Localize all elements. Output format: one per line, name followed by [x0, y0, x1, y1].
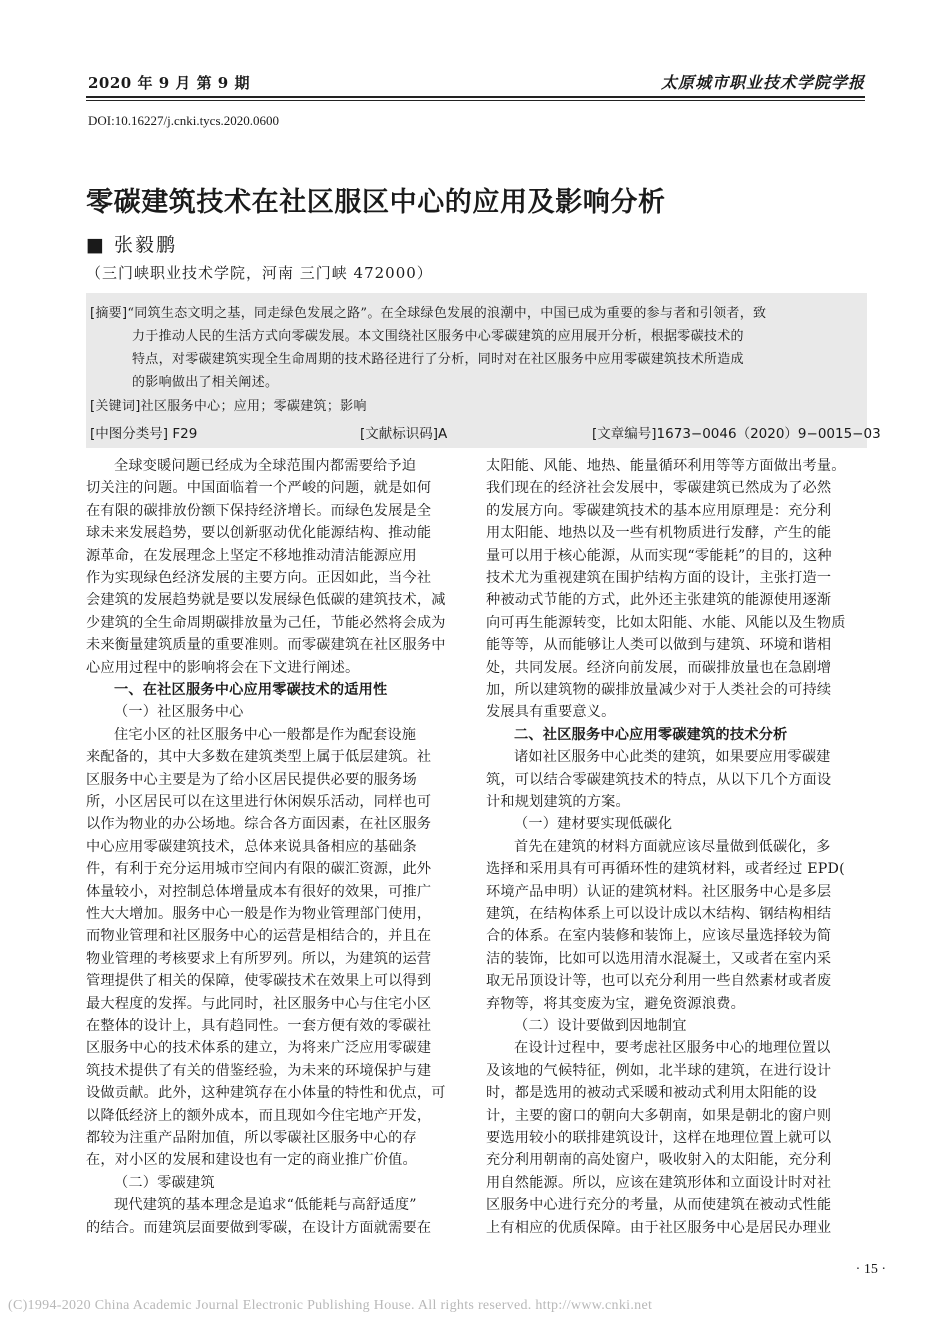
text-line: 发展具有重要意义。	[486, 704, 616, 721]
text-line: 环境产品申明）认证的建筑材料。社区服务中心是多层	[486, 883, 832, 900]
journal-name: 太原城市职业技术学院学报	[660, 73, 865, 92]
abstract-line: 力于推动人民的生活方式向零碳发展。本文围绕社区服务中心零碳建筑的应用展开分析，根据零碳技术的	[132, 329, 744, 344]
subsection-heading: （一）社区服务中心	[114, 704, 244, 721]
text-line: 计和规划建筑的方案。	[486, 794, 630, 810]
text-line: 诸如社区服务中心此类的建筑，如果要应用零碳建	[514, 749, 831, 766]
header-rule-thin	[86, 100, 865, 101]
text-line: 计，主要的窗口的朝向大多朝南，如果是朝北的窗户则	[486, 1107, 832, 1124]
clc-number: [中图分类号] F29	[90, 426, 198, 442]
text-line: 在整体的设计上，具有趋同性。一套方便有效的零碳社	[86, 1018, 432, 1034]
article-number: [文章编号]1673−0046（2020）9−0015−03	[592, 426, 881, 442]
text-line: 件，有利于充分运用城市空间内有限的碳汇资源，此外	[86, 861, 432, 878]
text-line: 洁的装饰，比如可以选用清水混凝土，又或者在室内采	[486, 950, 832, 967]
text-line: 筑，可以结合零碳建筑技术的特点，从以下几个方面设	[486, 771, 832, 788]
text-line: 少建筑的全生命周期碳排放量为己任，节能必然将会成为	[86, 614, 446, 631]
text-line: 作为实现绿色经济发展的主要方向。正因如此，当今社	[86, 570, 432, 586]
text-line: 切关注的问题。中国面临着一个严峻的问题，就是如何	[86, 480, 432, 497]
abstract-label: [摘要]	[90, 306, 128, 321]
text-line: 来配备的，其中大多数在建筑类型上属于低层建筑。社	[86, 749, 432, 766]
text-line: 弃物等，将其变废为宝，避免资源浪费。	[486, 995, 745, 1012]
text-line: 区服务中心的技术体系的建立，为将来广泛应用零碳建	[86, 1040, 432, 1057]
text-line: 取无吊顶设计等，也可以充分利用一些自然素材或者废	[486, 973, 832, 990]
text-line: 的结合。而建筑层面要做到零碳，在设计方面就需要在	[86, 1219, 432, 1236]
text-line: 体量较小，对控制总体增量成本有很好的效果，可推广	[86, 883, 432, 900]
text-line: 处，共同发展。经济向前发展，而碳排放量也在急剧增	[486, 659, 832, 676]
doi: DOI:10.16227/j.cnki.tycs.2020.0600	[88, 113, 280, 128]
text-line: 种被动式节能的方式，此外还主张建筑的能源使用逐渐	[486, 592, 832, 609]
text-line: 我们现在的经济社会发展中，零碳建筑已然成为了必然	[486, 480, 832, 497]
text-line: 能等等，从而能够让人类可以做到与建筑、环境和谐相	[486, 637, 832, 654]
subsection-heading: （二）零碳建筑	[114, 1174, 215, 1191]
document-code: [文献标识码]A	[360, 426, 448, 442]
section-heading: 二、社区服务中心应用零碳建筑的技术分析	[514, 726, 788, 743]
text-line: 充分利用朝南的高处窗户，吸收射入的太阳能，充分利	[486, 1152, 832, 1169]
text-line: 上有相应的优质保障。由于社区服务中心是居民办理业	[486, 1219, 832, 1236]
text-line: 现代建筑的基本理念是追求“低能耗与高舒适度”	[114, 1197, 417, 1214]
text-line: 以作为物业的办公场地。综合各方面因素，在社区服务	[86, 816, 432, 833]
keywords: 社区服务中心；应用；零碳建筑；影响	[140, 399, 367, 414]
text-line: 太阳能、风能、地热、能量循环利用等等方面做出考量。	[486, 458, 846, 474]
header-rule-thick	[86, 96, 865, 98]
author: ■ 张毅鹏	[86, 234, 177, 256]
abstract-line: [摘要]“同筑生态文明之基，同走绿色发展之路”。在全球绿色发展的浪潮中，中国已成为重要的参与者和引领者，致	[90, 306, 767, 321]
keywords-line	[90, 395, 367, 414]
text-line: 的发展方向。零碳建筑技术的基本应用原理是：充分利	[486, 502, 832, 519]
text-line: 向可再生能源转变，比如太阳能、水能、风能以及生物质	[486, 614, 846, 631]
text-line: 及该地的气候特征，例如，北半球的建筑，在进行设计	[486, 1062, 832, 1079]
text-line: 建筑，在结构体系上可以设计成以木结构、钢结构相结	[486, 906, 832, 922]
text-line: 都较为注重产品附加值，所以零碳社区服务中心的存	[86, 1130, 417, 1146]
text-line: 在有限的碳排放份额下保持经济增长。而绿色发展是全	[86, 502, 432, 519]
text-line: 筑技术提供了有关的借鉴经验，为未来的环境保护与建	[86, 1062, 432, 1079]
text-line: 合的体系。在室内装修和装饰上，应该尽量选择较为简	[486, 928, 832, 945]
text-line: 区服务中心进行充分的考量，从而使建筑在被动式性能	[486, 1197, 832, 1214]
text-line: 用太阳能、地热以及一些有机物质进行发酵，产生的能	[486, 525, 832, 542]
text-line: 中心应用零碳建筑技术，总体来说具备相应的基础条	[86, 838, 417, 855]
abstract-line: 的影响做出了相关阐述。	[132, 375, 279, 390]
section-heading: 一、在社区服务中心应用零碳技术的适用性	[114, 682, 388, 698]
text-line: 时，都是选用的被动式采暖和被动式利用太阳能的设	[486, 1085, 817, 1102]
text-line: 而物业管理和社区服务中心的运营是相结合的，并且在	[86, 928, 432, 945]
text-line: 选择和采用具有可再循环性的建筑材料，或者经过 EPD(	[486, 861, 845, 878]
text-line: 全球变暖问题已经成为全球范围内都需要给予迫	[114, 458, 417, 474]
text-line: 技术尤为重视建筑在围护结构方面的设计，主张打造一	[486, 570, 832, 586]
text-line: 管理提供了相关的保障，使零碳技术在效果上可以得到	[86, 973, 432, 990]
subsection-heading: （二）设计要做到因地制宜	[514, 1018, 687, 1034]
text-line: 心应用过程中的影响将会在下文进行阐述。	[86, 659, 360, 676]
subsection-heading: （一）建材要实现低碳化	[514, 816, 673, 833]
text-line: 加，所以建筑物的碳排放量减少对于人类社会的可持续	[486, 682, 832, 698]
text-line: 所，小区居民可以在这里进行休闲娱乐活动，同样也可	[86, 794, 432, 810]
text-line: 住宅小区的社区服务中心一般都是作为配套设施	[114, 726, 417, 743]
text-line: 球未来发展趋势，要以创新驱动优化能源结构、推动能	[86, 525, 432, 542]
keywords-label: [关键词]	[90, 399, 141, 414]
text-line: 量可以用于核心能源，从而实现“零能耗”的目的，这种	[486, 547, 832, 564]
text-line: 未来衡量建筑质量的重要准则。而零碳建筑在社区服务中	[86, 637, 446, 654]
text-line: 源革命，在发展理念上坚定不移地推动清洁能源应用	[86, 547, 417, 564]
text-line: 以降低经济上的额外成本，而且现如今住宅地产开发，	[86, 1107, 432, 1124]
text-line: 要选用较小的联排建筑设计，这样在地理位置上就可以	[486, 1130, 832, 1146]
page-number: · 15 ·	[855, 1262, 886, 1277]
text-line: 在，对小区的发展和建设也有一定的商业推广价值。	[86, 1152, 417, 1169]
text-line: 设做贡献。此外，这种建筑存在小体量的特性和优点，可	[86, 1085, 446, 1102]
text-line: 物业管理的考核要求上有所罗列。所以，为建筑的运营	[86, 950, 432, 967]
text-line: 区服务中心主要是为了给小区居民提供必要的服务场	[86, 771, 417, 788]
text-line: 性大大增加。服务中心一般是作为物业管理部门使用，	[86, 906, 432, 922]
text-line: 会建筑的发展趋势就是要以发展绿色低碳的建筑技术，减	[86, 592, 446, 609]
abstract-line: 特点，对零碳建筑实现全生命周期的技术路径进行了分析，同时对在社区服务中应用零碳建筑技术所造成	[132, 352, 744, 367]
text-line: 在设计过程中，要考虑社区服务中心的地理位置以	[514, 1040, 831, 1057]
abstract-box	[86, 293, 881, 448]
affiliation: （三门峡职业技术学院，河南 三门峡 472000）	[86, 264, 433, 282]
article-title: 零碳建筑技术在社区服区中心的应用及影响分析	[86, 187, 666, 218]
issue-date: 2020 年 9 月 第 9 期	[88, 74, 250, 92]
text-line: 首先在建筑的材料方面就应该尽量做到低碳化，多	[514, 838, 831, 855]
text-line: 用自然能源。所以，应该在建筑形体和立面设计时对社	[486, 1174, 832, 1191]
copyright-footer: (C)1994-2020 China Academic Journal Electronic Publishing House. All rights reserved. http://www.cnki.net	[8, 1298, 653, 1313]
text-line: 最大程度的发挥。与此同时，社区服务中心与住宅小区	[86, 995, 432, 1012]
